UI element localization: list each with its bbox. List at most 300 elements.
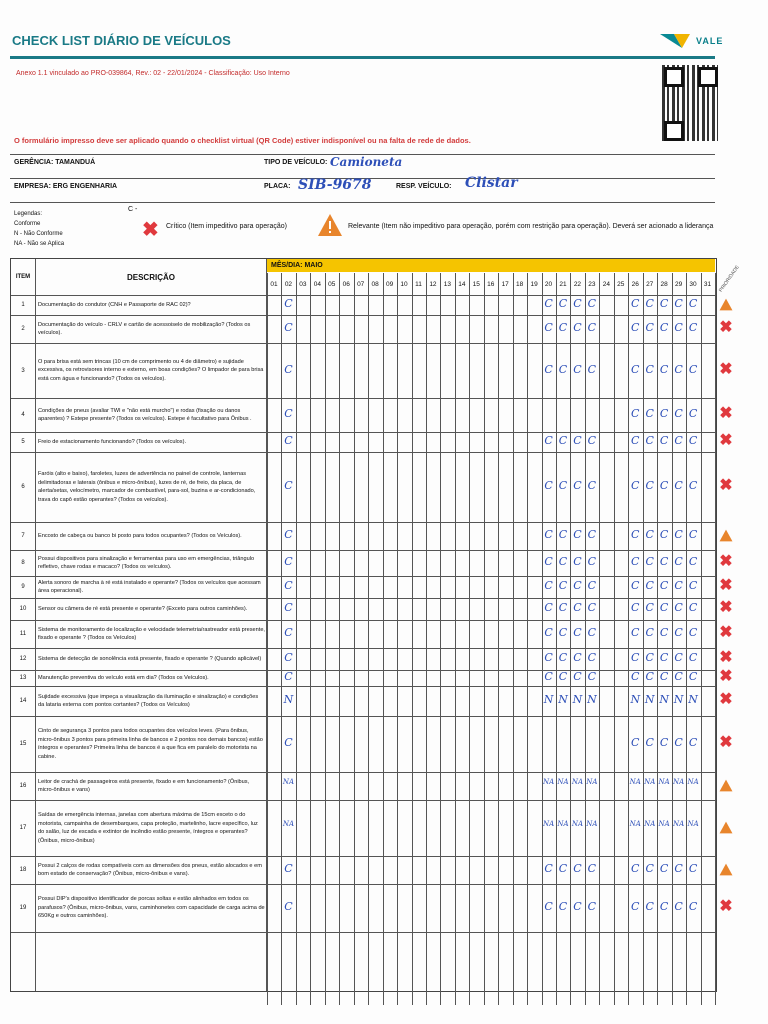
resp-value[interactable]: Clistar <box>465 175 518 191</box>
day-check-mark[interactable]: C <box>659 651 669 664</box>
item-number: 9 <box>21 584 25 590</box>
day-check-mark[interactable]: C <box>587 528 597 541</box>
item-description-text: O para brisa está sem trincas (10 cm de comprimento ou 4 de diâmetro) e sujidade excessiva, os retrovisores interno e externo, em boas condições? O limpador de para brisa está com água e funcionando? (Todos os veículos). <box>38 358 264 382</box>
day-header: 18 <box>516 280 524 288</box>
day-check-mark[interactable]: C <box>544 626 553 639</box>
critical-x-icon: ✖ <box>719 577 733 594</box>
day-check-mark[interactable]: C <box>688 862 698 875</box>
day-check-mark[interactable]: C <box>645 900 654 913</box>
priority-header: PRIORIDADE <box>718 264 741 294</box>
day-check-mark[interactable]: C <box>544 601 553 614</box>
day-check-mark[interactable]: C <box>631 528 640 541</box>
day-check-mark[interactable]: C <box>688 601 698 614</box>
annex-line: Anexo 1.1 vinculado ao PRO-039864, Rev.: 02 - 22/01/2024 - Classificação: Uso Interno <box>16 70 290 77</box>
day-check-mark[interactable]: C <box>688 407 698 420</box>
day-header: 11 <box>415 280 422 288</box>
item-number: 5 <box>21 439 25 445</box>
day-header: 19 <box>530 280 538 288</box>
month-label: MÊS/DIA: MAIO <box>271 262 323 269</box>
day-check-mark[interactable]: C <box>645 670 654 683</box>
day-check-mark[interactable]: NA <box>571 778 584 786</box>
day-check-mark[interactable]: C <box>674 736 683 749</box>
day-check-mark[interactable]: C <box>573 528 582 541</box>
day-header: 28 <box>660 280 668 288</box>
day-header: 20 <box>544 280 553 288</box>
warning-triangle-icon <box>317 213 343 237</box>
day-header: 26 <box>631 280 639 288</box>
day-check-mark[interactable]: C <box>587 651 597 664</box>
day-check-mark[interactable]: C <box>544 579 553 592</box>
day-check-mark[interactable]: C <box>631 670 640 683</box>
day-check-mark[interactable]: C <box>674 297 683 310</box>
table-row <box>11 884 716 932</box>
day-check-mark[interactable]: C <box>587 579 597 592</box>
table-row <box>11 432 716 452</box>
day-check-mark[interactable]: C <box>688 736 698 749</box>
day-check-mark[interactable]: C <box>284 900 293 913</box>
day-check-mark[interactable]: C <box>659 601 669 614</box>
day-check-mark[interactable]: C <box>631 434 640 447</box>
day-check-mark[interactable]: N <box>587 693 597 706</box>
day-check-mark[interactable]: C <box>645 407 654 420</box>
day-check-mark[interactable]: C <box>587 862 597 875</box>
day-header: 10 <box>400 280 408 288</box>
item-description <box>38 315 265 343</box>
item-number: 1 <box>21 302 25 308</box>
table-row <box>11 686 716 716</box>
table-row <box>11 800 716 856</box>
day-check-mark[interactable]: C <box>631 736 640 749</box>
day-check-mark[interactable]: C <box>573 479 582 492</box>
day-check-mark[interactable]: C <box>688 434 698 447</box>
day-check-mark[interactable]: NA <box>557 820 569 828</box>
day-check-mark[interactable]: C <box>631 651 640 664</box>
day-header: 14 <box>458 280 466 288</box>
notice-text: O formulário impresso deve ser aplicado quando o checklist virtual (QR Code) estiver indisponível ou na falta de rede de dados. <box>14 136 471 145</box>
critical-x-icon: ✖ <box>719 432 733 449</box>
day-check-mark[interactable]: C <box>284 651 293 664</box>
day-check-mark[interactable]: C <box>631 321 640 334</box>
day-check-mark[interactable]: C <box>587 434 597 447</box>
critical-x-icon: ✖ <box>719 477 733 494</box>
tipo-label: TIPO DE VEÍCULO: <box>264 159 328 166</box>
day-check-mark[interactable]: C <box>573 601 582 614</box>
item-description-text: Leitor de crachá de passageiros está presente, fixado e em funcionamento? (Ônibus, micro-ônibus e vans) <box>38 778 250 793</box>
day-check-mark[interactable]: NA <box>571 820 584 828</box>
day-check-mark[interactable]: C <box>674 555 683 568</box>
day-check-mark[interactable]: C <box>674 434 683 447</box>
day-check-mark[interactable]: C <box>645 579 654 592</box>
day-check-mark[interactable]: C <box>587 479 597 492</box>
day-check-mark[interactable]: C <box>645 862 654 875</box>
day-check-mark[interactable]: NA <box>586 778 598 786</box>
day-check-mark[interactable]: C <box>284 362 293 376</box>
grid-hline <box>11 932 716 933</box>
day-check-mark[interactable]: NA <box>542 820 555 828</box>
day-check-mark[interactable]: C <box>674 626 683 639</box>
legend-title: Legendas: <box>14 211 43 217</box>
day-check-mark[interactable]: NA <box>644 820 656 828</box>
day-check-mark[interactable]: C <box>587 297 597 310</box>
day-check-mark[interactable]: C <box>659 434 669 447</box>
day-check-mark[interactable]: NA <box>629 820 641 828</box>
day-check-mark[interactable]: C <box>284 434 293 447</box>
day-check-mark[interactable]: C <box>659 555 669 568</box>
day-check-mark[interactable]: C <box>659 862 669 875</box>
table-row <box>11 522 716 550</box>
critical-x-icon: ✖ <box>719 898 733 915</box>
table-row <box>11 315 716 343</box>
day-check-mark[interactable]: C <box>645 601 654 614</box>
item-description <box>38 598 265 620</box>
day-header: 02 <box>284 280 293 288</box>
day-header: 16 <box>487 280 495 288</box>
day-check-mark[interactable]: C <box>674 670 683 683</box>
warning-triangle-icon <box>716 855 736 883</box>
day-check-mark[interactable]: C <box>674 407 683 420</box>
day-check-mark[interactable]: C <box>573 362 582 376</box>
day-header: 17 <box>501 280 509 288</box>
day-check-mark[interactable]: C <box>631 626 640 639</box>
day-header: 25 <box>617 280 625 288</box>
day-check-mark[interactable]: C <box>645 555 654 568</box>
item-description <box>38 856 265 884</box>
qr-code[interactable] <box>662 65 718 141</box>
critical-x-icon: ✖ <box>719 360 733 378</box>
day-check-mark[interactable]: C <box>544 479 553 492</box>
item-number: 11 <box>19 631 27 637</box>
day-check-mark[interactable]: C <box>558 479 568 492</box>
item-number: 14 <box>19 698 27 704</box>
day-check-mark[interactable]: C <box>659 362 669 376</box>
day-header: 01 <box>270 280 278 288</box>
day-header: 04 <box>313 280 321 288</box>
day-header: 27 <box>646 280 654 288</box>
day-check-mark[interactable]: C <box>558 626 568 639</box>
day-check-mark[interactable]: C <box>284 321 293 334</box>
critical-x-icon: ✖ <box>719 668 733 685</box>
day-check-mark[interactable]: C <box>659 736 669 749</box>
legend-c: C - <box>128 206 138 213</box>
day-check-mark[interactable]: C <box>688 528 698 541</box>
day-check-mark[interactable]: C <box>573 297 582 310</box>
item-description <box>38 576 265 598</box>
table-row <box>11 295 716 315</box>
day-check-mark[interactable]: C <box>284 528 293 541</box>
item-number: 18 <box>19 867 27 873</box>
day-check-mark[interactable]: NA <box>658 778 670 786</box>
day-check-mark[interactable]: C <box>659 670 669 683</box>
day-check-mark[interactable]: C <box>544 297 553 310</box>
item-description-text: Condições de pneus (avaliar TWI e "não está murcho") e rodas (fixação ou danos aparentes) ? Estepe presente? (Todos os veículos). Estepe é facultativo para Ônibus . <box>38 407 252 422</box>
day-check-mark[interactable]: NA <box>282 820 295 828</box>
day-check-mark[interactable]: C <box>659 297 669 310</box>
day-check-mark[interactable]: C <box>573 626 582 639</box>
header-divider <box>10 56 715 59</box>
legend-list <box>14 209 64 249</box>
critical-x-icon: ✖ <box>719 691 733 708</box>
day-check-mark[interactable]: C <box>558 651 568 664</box>
item-description <box>38 772 265 800</box>
day-header: 22 <box>573 280 582 288</box>
day-check-mark[interactable]: C <box>645 434 654 447</box>
day-check-mark[interactable]: C <box>544 651 553 664</box>
critical-x-icon: ✖ <box>719 649 733 666</box>
day-check-mark[interactable]: N <box>673 693 684 706</box>
day-check-mark[interactable]: NA <box>542 778 555 786</box>
critical-x-icon: ✖ <box>719 599 733 616</box>
day-check-mark[interactable]: C <box>688 321 698 334</box>
day-check-mark[interactable]: C <box>674 900 683 913</box>
day-check-mark[interactable]: C <box>587 900 597 913</box>
day-check-mark[interactable]: C <box>645 626 654 639</box>
placa-label: PLACA: <box>264 183 291 190</box>
day-check-mark[interactable]: C <box>558 601 568 614</box>
item-number: 12 <box>19 656 27 662</box>
day-check-mark[interactable]: C <box>631 862 640 875</box>
placa-value[interactable]: SIB-9678 <box>298 177 372 193</box>
day-check-mark[interactable]: C <box>688 900 698 913</box>
item-number: 3 <box>21 367 25 374</box>
day-check-mark[interactable]: C <box>674 479 683 492</box>
day-check-mark[interactable]: NA <box>629 778 641 786</box>
day-check-mark[interactable]: C <box>659 479 669 492</box>
day-header: 05 <box>328 280 336 288</box>
day-check-mark[interactable]: C <box>688 651 698 664</box>
day-check-mark[interactable]: C <box>284 601 293 614</box>
table-row <box>11 576 716 598</box>
day-check-mark[interactable]: C <box>573 579 582 592</box>
item-description-text: Sistema de monitoramento de localização e velocidade telemetria/rastreador está presente, fixado e operante ? (Todos os Veículos) <box>38 626 265 641</box>
day-check-mark[interactable]: C <box>573 434 582 447</box>
day-check-mark[interactable]: C <box>544 362 553 376</box>
day-check-mark[interactable]: C <box>645 736 654 749</box>
day-check-mark[interactable]: NA <box>658 820 670 828</box>
day-check-mark[interactable]: C <box>587 626 597 639</box>
day-check-mark[interactable]: C <box>674 321 683 334</box>
day-check-mark[interactable]: C <box>558 670 568 683</box>
day-check-mark[interactable]: C <box>688 579 698 592</box>
day-check-mark[interactable]: C <box>674 528 683 541</box>
day-check-mark[interactable]: C <box>284 407 293 420</box>
day-check-mark[interactable]: C <box>631 479 640 492</box>
day-check-mark[interactable]: C <box>544 900 553 913</box>
day-check-mark[interactable]: C <box>631 579 640 592</box>
day-check-mark[interactable]: C <box>544 862 553 875</box>
day-check-mark[interactable]: NA <box>282 778 295 786</box>
day-check-mark[interactable]: C <box>631 601 640 614</box>
item-number: 2 <box>21 326 25 332</box>
item-description <box>38 620 265 648</box>
day-check-mark[interactable]: C <box>284 479 293 492</box>
day-check-mark[interactable]: C <box>688 555 698 568</box>
critical-x-icon: ✖ <box>719 624 733 641</box>
critical-x-icon: ✖ <box>719 319 733 336</box>
item-number: 7 <box>21 533 25 539</box>
day-check-mark[interactable]: NA <box>687 778 699 786</box>
item-number: 13 <box>19 675 27 681</box>
day-check-mark[interactable]: C <box>659 321 669 334</box>
day-check-mark[interactable]: C <box>645 479 654 492</box>
day-check-mark[interactable]: C <box>558 862 568 875</box>
vale-logo <box>660 30 740 54</box>
legend-na: NA - Não se Aplica <box>14 241 65 247</box>
day-check-mark[interactable]: C <box>573 555 582 568</box>
day-check-mark[interactable]: C <box>573 900 582 913</box>
table-row <box>11 620 716 648</box>
critical-x-icon: ✖ <box>719 553 733 570</box>
day-check-mark[interactable]: C <box>645 321 654 334</box>
day-check-mark[interactable]: NA <box>687 820 699 828</box>
legend-relevant: Relevante (Item não impeditivo para operação, porém com restrição para operação). Deverá ser acionado a liderança <box>348 223 714 230</box>
day-check-mark[interactable]: N <box>644 693 655 706</box>
day-check-mark[interactable]: C <box>544 434 553 447</box>
item-description-text: Manutenção preventiva do veículo está em dia? (Todos os Veículos). <box>38 674 209 681</box>
day-check-mark[interactable]: C <box>688 362 698 376</box>
day-check-mark[interactable]: N <box>558 693 568 706</box>
item-description-text: Encosto de cabeça ou banco bi posto para todos ocupantes? (Todos os Veículos). <box>38 532 242 539</box>
day-check-mark[interactable]: C <box>659 407 669 420</box>
checklist-table <box>10 258 717 992</box>
info-row-1 <box>10 154 715 179</box>
day-check-mark[interactable]: C <box>631 555 640 568</box>
day-check-mark[interactable]: C <box>544 670 553 683</box>
day-check-mark[interactable]: NA <box>673 778 685 786</box>
day-check-mark[interactable]: C <box>284 297 293 310</box>
legend-nc: N - Não Conforme <box>14 231 63 237</box>
day-check-mark[interactable]: N <box>630 693 641 706</box>
day-check-mark[interactable]: C <box>674 601 683 614</box>
critical-x-icon: ✖ <box>719 734 733 751</box>
day-check-mark[interactable]: C <box>645 362 654 376</box>
day-check-mark[interactable]: C <box>674 362 683 376</box>
day-check-mark[interactable]: C <box>645 651 654 664</box>
day-check-mark[interactable]: C <box>688 297 698 310</box>
day-header: 23 <box>588 280 596 288</box>
tipo-value[interactable]: Camioneta <box>330 155 403 169</box>
day-check-mark[interactable]: C <box>631 362 640 376</box>
item-description-text: Alerta sonoro de marcha à ré está instalado e operante? (Todos os veículos que acessam área operacional). <box>38 579 261 594</box>
day-check-mark[interactable]: N <box>688 693 698 706</box>
day-check-mark[interactable]: C <box>587 362 597 376</box>
day-check-mark[interactable]: C <box>544 321 553 334</box>
day-header: 31 <box>703 280 712 288</box>
day-check-mark[interactable]: C <box>558 528 568 541</box>
day-check-mark[interactable]: N <box>572 693 583 706</box>
day-check-mark[interactable]: C <box>284 579 293 592</box>
day-check-mark[interactable]: C <box>284 862 293 875</box>
day-header: 24 <box>602 280 610 288</box>
item-number: 10 <box>19 606 27 612</box>
day-check-mark[interactable]: C <box>587 321 597 334</box>
day-check-mark[interactable]: N <box>659 693 669 706</box>
day-check-mark[interactable]: C <box>573 862 582 875</box>
day-check-mark[interactable]: C <box>659 626 669 639</box>
day-check-mark[interactable]: C <box>674 651 683 664</box>
day-check-mark[interactable]: C <box>284 670 293 683</box>
day-check-mark[interactable]: NA <box>644 778 656 786</box>
day-check-mark[interactable]: C <box>558 555 568 568</box>
description-header: DESCRIÇÃO <box>126 272 175 282</box>
day-check-mark[interactable]: C <box>631 407 640 420</box>
day-check-mark[interactable]: NA <box>586 820 598 828</box>
day-check-mark[interactable]: C <box>544 528 553 541</box>
warning-triangle-icon <box>716 521 736 549</box>
day-header: 29 <box>674 280 683 288</box>
resp-label: RESP. VEÍCULO: <box>396 183 452 190</box>
item-description-text: Sujidade excessiva (que impeça a visualização da iluminação e sinalização) e condições da lataria externa com pontos cortantes? (Todos os Veículos) <box>38 693 259 708</box>
day-check-mark[interactable]: C <box>544 555 553 568</box>
item-description-text: Sensor ou câmera de ré está presente e operante? (Exceto para outros caminhões). <box>38 605 248 612</box>
day-check-mark[interactable]: N <box>543 693 554 706</box>
day-check-mark[interactable]: C <box>674 862 683 875</box>
item-description <box>38 670 265 686</box>
day-check-mark[interactable]: C <box>284 626 293 639</box>
table-row <box>11 670 716 686</box>
day-check-mark[interactable]: C <box>587 670 597 683</box>
day-check-mark[interactable]: C <box>284 555 293 568</box>
day-check-mark[interactable]: C <box>659 900 669 913</box>
day-check-mark[interactable]: C <box>558 362 568 376</box>
day-check-mark[interactable]: C <box>284 736 293 749</box>
day-header: 06 <box>342 280 350 288</box>
day-check-mark[interactable]: C <box>573 321 582 334</box>
day-check-mark[interactable]: C <box>558 297 568 310</box>
day-check-mark[interactable]: C <box>558 434 568 447</box>
day-check-mark[interactable]: C <box>587 555 597 568</box>
item-description-text: Saídas de emergência internas, janelas com abertura máxima de 15cm exceto o do motorista, campainha de desembarques, capa proteção, martelinho, lacre específico, luz do salão, luz de escada e extintor de incêndio estão presente, íntegros e operantes? (Ônibus, micro-ônibus) <box>38 812 258 844</box>
day-check-mark[interactable]: C <box>659 579 669 592</box>
item-description <box>38 452 265 522</box>
day-check-mark[interactable]: C <box>645 528 654 541</box>
day-check-mark[interactable]: C <box>688 479 698 492</box>
critical-x-icon: ✖ <box>719 405 733 422</box>
day-check-mark[interactable]: C <box>573 651 582 664</box>
day-check-mark[interactable]: N <box>283 693 294 706</box>
day-check-mark[interactable]: C <box>688 670 698 683</box>
item-number: 6 <box>21 484 25 490</box>
item-description <box>38 432 265 452</box>
item-number: 15 <box>19 741 27 747</box>
item-description-text: Possui 2 calços de rodas compatíveis com as dimensões dos pneus, estão alocados e em bom estado de conservação? (Ônibus, micro-ônibus e vans). <box>38 862 262 877</box>
day-header: 21 <box>559 280 567 288</box>
day-check-mark[interactable]: C <box>558 579 568 592</box>
item-description <box>38 295 265 315</box>
item-description-text: Possui DIP's dispositivo identificador de porcas soltas e estão alinhados em todos os parafusos? (Ônibus, micro-ônibus, vans, caminhonetes com capacidade de carga acima de 650Kg e outros caminhões). <box>38 896 265 920</box>
day-check-mark[interactable]: C <box>659 528 669 541</box>
day-check-mark[interactable]: C <box>631 900 640 913</box>
vale-logo-icon <box>660 30 694 50</box>
item-description-text: Freio de estacionamento funcionando? (Todos os veículos). <box>38 438 187 445</box>
item-number: 8 <box>21 560 25 566</box>
day-check-mark[interactable]: C <box>573 670 582 683</box>
day-check-mark[interactable]: C <box>674 579 683 592</box>
table-row <box>11 550 716 576</box>
day-check-mark[interactable]: C <box>688 626 698 639</box>
day-check-mark[interactable]: C <box>587 601 597 614</box>
day-check-mark[interactable]: C <box>631 297 640 310</box>
item-description <box>38 398 265 432</box>
table-row <box>11 856 716 884</box>
item-header: ITEM <box>15 274 31 280</box>
day-check-mark[interactable]: NA <box>673 820 685 828</box>
day-check-mark[interactable]: NA <box>557 778 569 786</box>
day-check-mark[interactable]: C <box>558 321 568 334</box>
day-check-mark[interactable]: C <box>645 297 654 310</box>
day-check-mark[interactable]: C <box>558 900 568 913</box>
info-row-2 <box>10 175 715 203</box>
table-row <box>11 398 716 432</box>
